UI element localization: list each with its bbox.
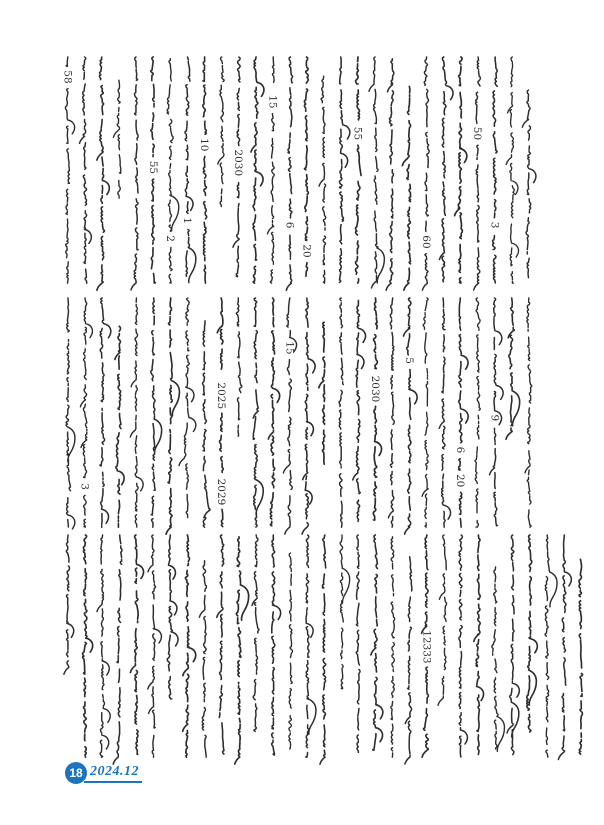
text-column — [183, 535, 196, 757]
text-column — [471, 57, 483, 290]
text-column — [215, 298, 227, 527]
text-column — [181, 57, 196, 283]
text-column — [115, 326, 124, 527]
text-column — [266, 57, 278, 283]
text-column — [167, 535, 178, 699]
inline-numeral: 6 — [454, 446, 467, 454]
text-column — [438, 535, 447, 705]
inline-numeral: 15 — [283, 341, 296, 355]
text-column — [301, 57, 313, 276]
text-column — [100, 298, 111, 527]
inline-numeral: 2029 — [215, 478, 228, 506]
text-column — [289, 553, 293, 749]
text-column — [506, 57, 518, 283]
text-column — [251, 57, 264, 283]
text-column — [352, 57, 364, 283]
inline-numeral: 2030 — [232, 149, 245, 177]
text-column — [388, 298, 394, 527]
text-column — [130, 535, 143, 754]
text-column — [253, 298, 263, 527]
article-block-bottom — [61, 535, 604, 775]
text-column — [507, 535, 519, 755]
text-column — [369, 57, 384, 288]
text-column — [130, 298, 143, 527]
text-column — [356, 535, 360, 752]
text-column — [525, 298, 532, 527]
text-column — [474, 535, 484, 754]
text-column — [488, 298, 503, 526]
text-column — [235, 537, 249, 764]
inline-numeral: 20 — [300, 244, 313, 258]
text-column — [421, 535, 433, 757]
inline-numeral: 55 — [351, 126, 364, 141]
inline-numeral: 20 — [454, 474, 467, 488]
text-column — [579, 559, 583, 754]
text-column — [113, 80, 120, 198]
text-column — [236, 298, 242, 436]
inline-numeral: 2025 — [215, 382, 228, 410]
text-column — [283, 298, 296, 534]
text-column — [203, 321, 211, 527]
inline-numeral: 2030 — [368, 375, 381, 403]
page-number-badge: 18 — [65, 762, 87, 784]
text-column — [522, 90, 536, 278]
text-column — [151, 298, 162, 527]
inline-numeral: 58 — [61, 70, 74, 84]
inline-numeral: 5 — [402, 357, 415, 364]
inline-numeral: 12333 — [420, 630, 433, 664]
text-column — [268, 298, 279, 526]
text-column — [454, 298, 468, 527]
inline-numeral: 60 — [420, 235, 432, 249]
text-column — [164, 59, 179, 283]
text-column — [272, 535, 281, 755]
text-column — [527, 535, 538, 732]
article-block-middle — [61, 298, 555, 545]
inline-numeral: 2 — [163, 235, 176, 242]
text-column — [306, 535, 316, 757]
text-column — [459, 535, 468, 757]
text-column — [439, 298, 450, 527]
text-column — [391, 537, 395, 757]
text-column — [340, 535, 350, 689]
text-column — [420, 57, 432, 290]
text-column — [440, 57, 454, 282]
text-column — [488, 57, 500, 283]
inline-numeral: 3 — [488, 221, 501, 229]
text-column — [199, 561, 206, 758]
text-column — [97, 535, 110, 757]
text-column — [386, 59, 394, 290]
text-column — [558, 535, 571, 760]
text-column — [340, 57, 350, 283]
article-block-top — [61, 57, 555, 301]
text-column — [319, 76, 326, 283]
text-column — [97, 57, 109, 290]
inline-numeral: 1 — [181, 217, 193, 224]
text-column — [79, 298, 93, 527]
text-column — [353, 300, 366, 521]
inline-numeral: 55 — [146, 160, 159, 175]
text-column — [218, 57, 224, 207]
text-column — [113, 535, 122, 764]
text-column — [405, 557, 412, 764]
text-column — [320, 535, 326, 764]
text-column — [166, 298, 179, 534]
text-column — [179, 298, 196, 518]
text-column — [64, 535, 74, 674]
inline-numeral: 3 — [78, 483, 91, 490]
text-column — [371, 535, 383, 750]
text-column — [339, 298, 343, 527]
text-column — [402, 87, 410, 291]
inline-numeral: 15 — [266, 95, 279, 109]
text-column — [198, 57, 210, 283]
text-column — [131, 57, 138, 290]
text-column — [148, 535, 162, 757]
inline-numeral: 10 — [198, 138, 211, 152]
text-column — [475, 298, 480, 527]
text-column — [66, 298, 75, 529]
text-column — [232, 57, 244, 277]
text-column — [422, 298, 428, 527]
text-column — [319, 322, 325, 464]
issue-date: 2024.12 — [84, 764, 142, 783]
text-column — [492, 567, 505, 751]
text-column — [369, 298, 382, 520]
text-column — [62, 57, 75, 283]
text-column — [283, 57, 295, 290]
text-column — [80, 57, 92, 283]
inline-numeral: 9 — [488, 414, 501, 422]
inline-numeral: 6 — [283, 221, 296, 229]
text-column — [302, 298, 315, 534]
text-column — [403, 298, 417, 534]
text-column — [83, 535, 93, 757]
text-column — [147, 57, 159, 283]
text-column — [217, 535, 224, 754]
text-column — [252, 535, 259, 731]
inline-numeral: 50 — [471, 126, 484, 141]
text-column — [455, 57, 467, 283]
text-column — [545, 535, 557, 757]
text-column — [506, 298, 520, 439]
